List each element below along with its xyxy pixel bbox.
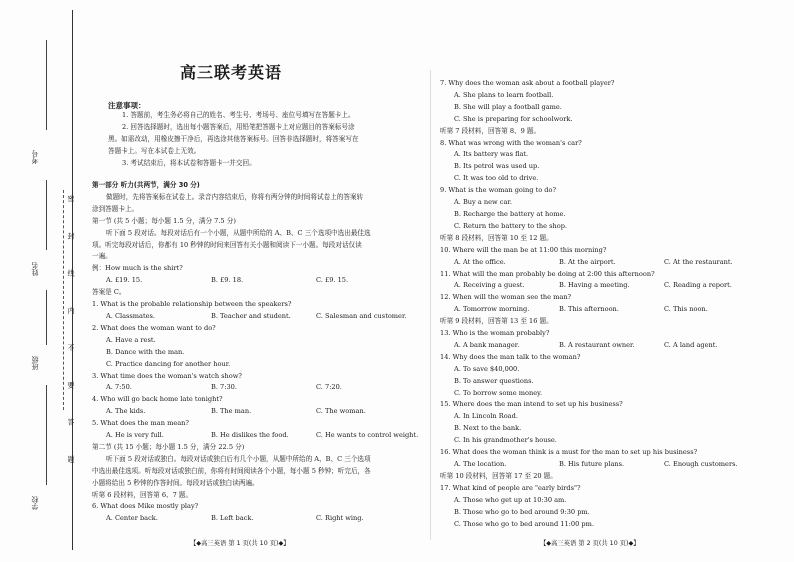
option: A. She plans to learn football. (454, 90, 554, 99)
option: C. He wants to control weight. (316, 431, 419, 440)
example-answer: 答案是 C。 (92, 288, 126, 297)
option: B. He dislikes the food. (211, 431, 289, 440)
question-6-options (106, 513, 422, 525)
question: 7. Why does the woman ask about a football player? (440, 79, 615, 87)
question-options (454, 304, 780, 316)
option: B. Dance with the man. (106, 347, 185, 356)
section1-intro: 一遍。 (92, 252, 112, 261)
page-title: 高三联考英语 (180, 63, 283, 82)
section2-intro: 听下面 5 段对话或独白。每段对话或独白后有几个小题，从题中所给的 A、B、C 三个选项 (106, 454, 371, 463)
column-divider (430, 70, 431, 540)
example-options (106, 275, 422, 287)
option: A. Its battery was flat. (454, 150, 529, 159)
section1-intro: 听下面 5 段对话。每段对话后有一个小题，从题中所给的 A、B、C 三个选项中选出最佳选 (106, 228, 371, 237)
question-3: 3. What time does the woman's watch show? (92, 371, 242, 380)
option: C. Enough customers. (664, 460, 738, 468)
material-note: 听第 8 段材料，回答第 10 至 12 题。 (440, 233, 553, 242)
option: B. Left back. (211, 514, 254, 523)
question: 17. What kind of people are "early birds"? (440, 483, 581, 492)
option: A. Classmates. (106, 311, 156, 320)
question: 14. Why does the man talk to the woman? (440, 352, 581, 361)
option: A. At the office. (454, 257, 506, 266)
question-options (454, 459, 780, 471)
option: B. This afternoon. (559, 305, 619, 314)
option: B. 7:30. (211, 383, 237, 392)
option: B. Those who go to bed around 9:30 pm. (454, 507, 590, 516)
example-option: A. £19. 15. (106, 276, 143, 285)
question-options (454, 257, 780, 269)
example-option: B. £9. 18. (211, 276, 244, 285)
class-blank (46, 290, 47, 345)
option: A. Have a rest. (106, 335, 156, 344)
question: 10. Where will the man be at 11:00 this morning? (440, 245, 607, 254)
option: C. 7:20. (316, 383, 342, 392)
option: B. To answer questions. (454, 376, 534, 385)
option: B. She will play a football game. (454, 102, 562, 111)
question: 12. When will the woman see the man? (440, 293, 572, 302)
option: A. Receiving a guest. (454, 281, 525, 290)
question: 11. What will the man probably be doing at 2:00 this afternoon? (440, 269, 655, 278)
school-blank (46, 385, 47, 485)
right-column (440, 78, 780, 530)
footer-right: 【◆高三英语 第 2 页(共 10 页)◆】 (540, 540, 640, 547)
material-6: 听第 6 段材料，回答第 6、7 题。 (92, 490, 193, 499)
question: 15. Where does the man intend to set up his business? (440, 400, 623, 409)
question-options (454, 340, 780, 352)
binding-strip (0, 0, 78, 562)
option: A. Center back. (106, 514, 158, 523)
footer-left: 【◆高三英语 第 1 页(共 10 页)◆】 (190, 540, 290, 547)
option: A. Those who get up at 10:30 am. (454, 495, 567, 504)
option: C. Those who go to bed around 11:00 pm. (454, 519, 594, 528)
question: 13. Who is the woman probably? (440, 329, 550, 338)
option: A. Buy a new car. (454, 198, 512, 207)
option: A. 7:50. (106, 383, 132, 392)
section2-intro: 中选出最佳选项。听每段对话或独白前，你将有时间阅读各个小题，每小题 5 秒钟；听完后，各 (92, 466, 371, 475)
question-1: 1. What is the probable relationship between the speakers? (92, 300, 292, 309)
option: C. Return the battery to the shop. (454, 221, 568, 230)
class-label: 班级 (31, 356, 39, 370)
notice-heading: 注意事项： (108, 101, 146, 110)
question-options (454, 280, 780, 292)
question-6: 6. What does Mike mostly play? (92, 502, 199, 511)
material-note: 听第 9 段材料，回答第 13 至 16 题。 (440, 317, 553, 326)
option: C. To borrow some money. (454, 388, 543, 397)
question-4-options (106, 406, 422, 418)
question-4: 4. Who will go back home late tonight? (92, 395, 223, 404)
option: C. Salesman and customer. (316, 311, 407, 320)
notice-item: 答题卡上。写在本试卷上无效。 (108, 146, 201, 155)
option: C. In his grandmother's house. (454, 436, 557, 445)
name-label: 姓名 (31, 262, 39, 276)
notice-item: 黑。如需改动，用橡皮擦干净后，再选涂其他答案标号。回答非选择题时，将答案写在 (108, 134, 359, 143)
option: A. Tomorrow morning. (454, 305, 530, 314)
section1-intro: 项。听完每段对话后，你都有 10 秒钟的时间来回答有关小题和阅读下一小题。每段对话仅读 (92, 240, 362, 249)
option: C. Reading a report. (664, 281, 732, 290)
notice-items (108, 110, 422, 170)
option: C. At the restaurant. (664, 257, 733, 266)
option: B. His future plans. (559, 460, 625, 468)
option: C. A land agent. (664, 340, 718, 349)
question-5: 5. What does the man mean? (92, 419, 189, 428)
material-note: 听第 7 段材料，回答第 8、9 题。 (440, 126, 541, 135)
name-blank (46, 180, 47, 250)
option: B. Having a meeting. (559, 281, 630, 290)
option: B. At the airport. (559, 257, 616, 266)
example-option: C. £9. 15. (316, 276, 349, 285)
option: A. The location. (454, 460, 507, 468)
notice-item: 3. 考试结束后，将本试卷和答题卡一并交回。 (122, 158, 256, 167)
option: A. A bank manager. (454, 340, 520, 349)
seal-dashed-line (63, 190, 64, 410)
option: C. It was too old to drive. (454, 174, 539, 183)
option: C. Practice dancing for another hour. (106, 359, 231, 368)
material-note: 听第 10 段材料，回答第 17 至 20 题。 (440, 471, 557, 480)
option: B. Teacher and student. (211, 311, 291, 320)
option: B. Next to the bank. (454, 424, 522, 433)
exam-number-label: 考号 (31, 150, 39, 164)
option: A. In Lincoln Road. (454, 412, 518, 421)
option: B. The man. (211, 407, 252, 416)
option: A. He is very full. (106, 431, 164, 440)
part1-intro: 做题时，先将答案标在试卷上。录音内容结束后，你将有两分钟的时间将试卷上的答案转 (106, 192, 364, 201)
question: 8. What was wrong with the woman's car? (440, 138, 582, 147)
option: C. This noon. (664, 305, 708, 314)
question: 9. What is the woman going to do? (440, 186, 557, 195)
section1-heading: 第一节 (共 5 小题；每小题 1.5 分，满分 7.5 分) (92, 216, 236, 225)
notice-item: 2. 回答选择题时，选出每小题答案后，用铅笔把答题卡上对应题目的答案标号涂 (122, 122, 355, 131)
seal-line-note: 密 封 线 内 不 要 答 题 (67, 195, 75, 477)
school-label: 学校 (31, 496, 39, 510)
question-1-options (106, 311, 422, 323)
option: B. Its petrol was used up. (454, 162, 540, 171)
option: C. She is preparing for schoolwork. (454, 114, 573, 123)
option: C. The woman. (316, 407, 366, 416)
part1-intro: 涂到答题卡上。 (92, 204, 139, 213)
section2-heading: 第二节 (共 15 小题；每小题 1.5 分，满分 22.5 分) (92, 442, 245, 451)
notice-item: 1. 答题前，考生务必将自己的姓名、考生号、考场号、座位号填写在答题卡上。 (122, 111, 355, 119)
question: 16. What does the woman think is a must for the man to set up his business? (440, 448, 698, 457)
part1-block (92, 180, 422, 525)
question-2: 2. What does the woman want to do? (92, 323, 216, 332)
question-3-options (106, 382, 422, 394)
option: A. To save $40,000. (454, 364, 520, 373)
option: A. The kids. (106, 407, 146, 416)
option: C. Right wing. (316, 514, 364, 523)
exam-number-blank (46, 40, 47, 130)
option: B. Recharge the battery at home. (454, 209, 566, 218)
part1-heading: 第一部分 听力(共两节，满分 30 分) (92, 181, 200, 189)
option: B. A restaurant owner. (559, 340, 635, 349)
example-question: 例：How much is the shirt? (92, 264, 183, 273)
question-5-options (106, 430, 422, 442)
section2-intro: 小题将给出 5 秒钟的作答时间。每段对话或独白读两遍。 (92, 478, 259, 487)
